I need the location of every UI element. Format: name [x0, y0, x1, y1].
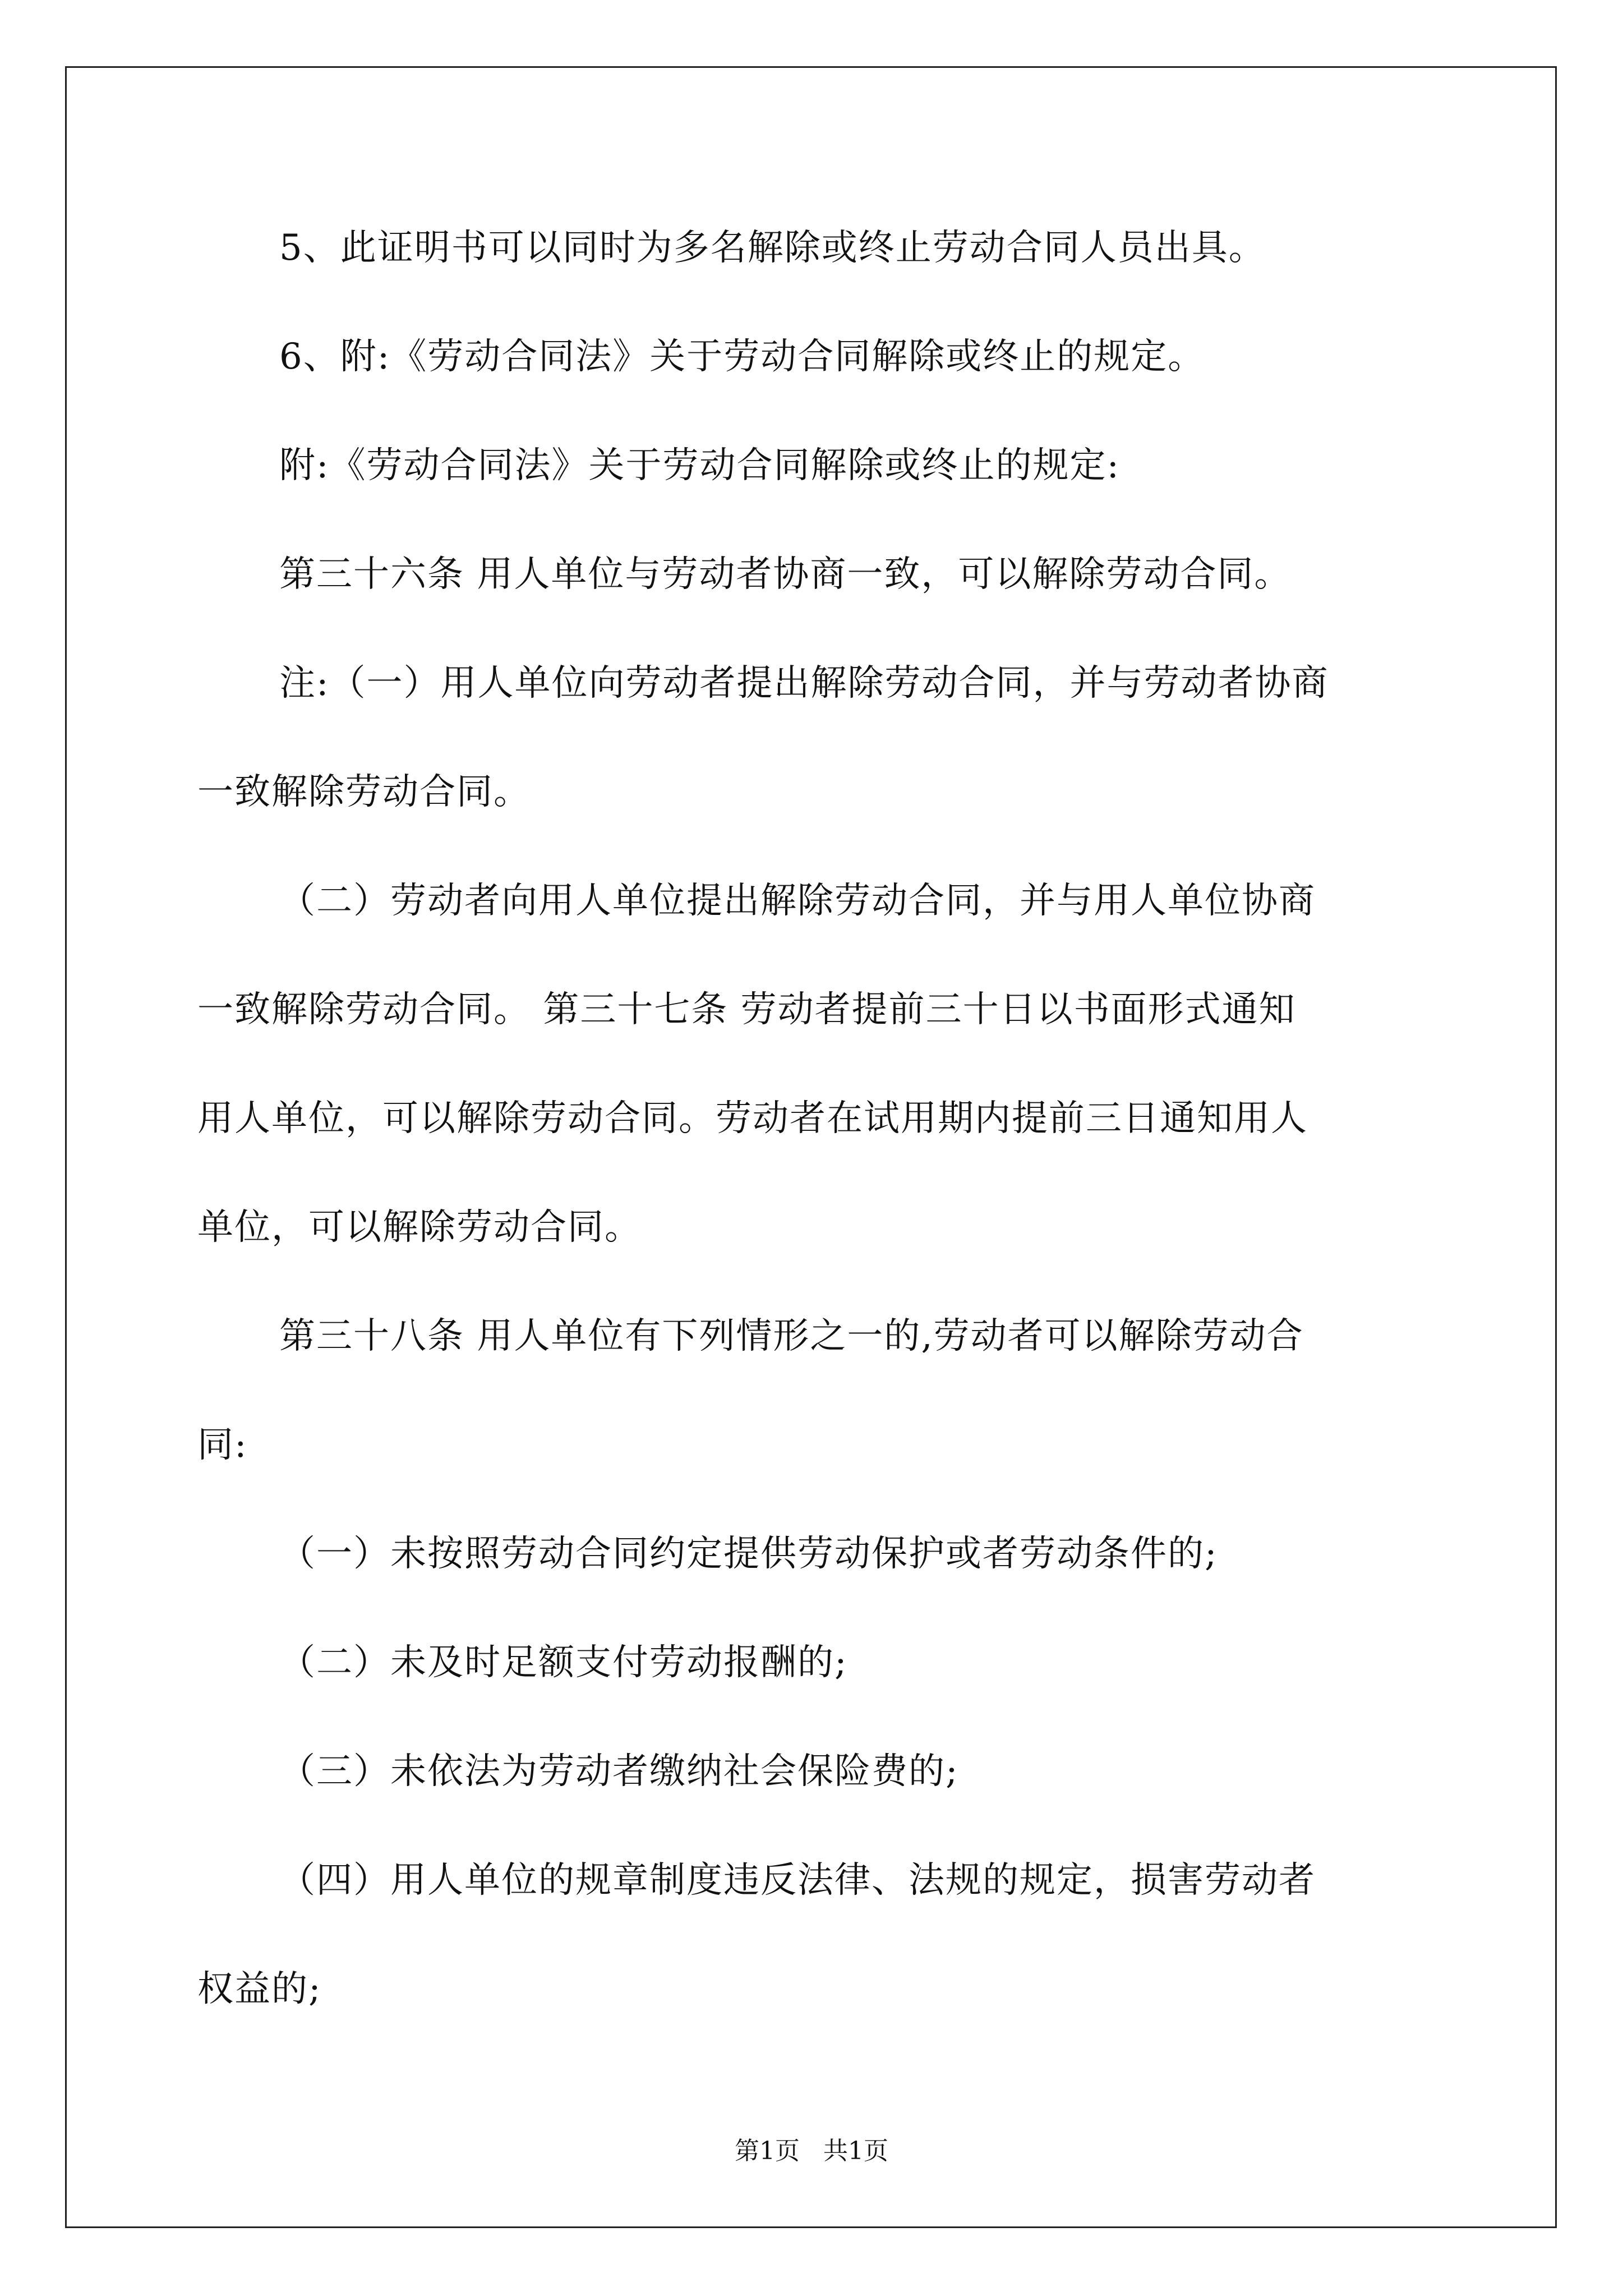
paragraph-line: 一致解除劳动合同。 第三十七条 劳动者提前三十日以书面形式通知 — [197, 989, 1296, 1030]
paragraph-line: 权益的; — [197, 1968, 322, 2010]
paragraph-line: 用人单位，可以解除劳动合同。劳动者在试用期内提前三日通知用人 — [197, 1098, 1308, 1139]
paragraph-line: （二）劳动者向用人单位提出解除劳动合同，并与用人单位协商 — [279, 880, 1316, 922]
page-border — [65, 66, 1557, 2228]
paragraph-line: 第三十六条 用人单位与劳动者协商一致，可以解除劳动合同。 — [279, 554, 1292, 595]
paragraph-line: 5、此证明书可以同时为多名解除或终止劳动合同人员出具。 — [279, 227, 1266, 269]
paragraph-line: 注:（一）用人单位向劳动者提出解除劳动合同，并与劳动者协商 — [279, 662, 1329, 704]
paragraph-line: （三）未依法为劳动者缴纳社会保险费的; — [279, 1751, 959, 1792]
paragraph-line: 一致解除劳动合同。 — [197, 771, 531, 813]
paragraph-line: 同: — [197, 1424, 248, 1466]
paragraph-line: （一）未按照劳动合同约定提供劳动保护或者劳动条件的; — [279, 1533, 1218, 1575]
paragraph-line: 附:《劳动合同法》关于劳动合同解除或终止的规定: — [279, 445, 1121, 486]
paragraph-line: 6、附:《劳动合同法》关于劳动合同解除或终止的规定。 — [279, 336, 1205, 378]
page-footer — [0, 2131, 1623, 2166]
page-number: 第1页 — [735, 2137, 800, 2165]
page-total: 共1页 — [823, 2137, 888, 2165]
paragraph-line: 单位，可以解除劳动合同。 — [197, 1207, 642, 1248]
paragraph-line: 第三十八条 用人单位有下列情形之一的,劳动者可以解除劳动合 — [279, 1315, 1304, 1357]
paragraph-line: （四）用人单位的规章制度违反法律、法规的规定，损害劳动者 — [279, 1860, 1316, 1901]
paragraph-line: （二）未及时足额支付劳动报酬的; — [279, 1642, 848, 1683]
